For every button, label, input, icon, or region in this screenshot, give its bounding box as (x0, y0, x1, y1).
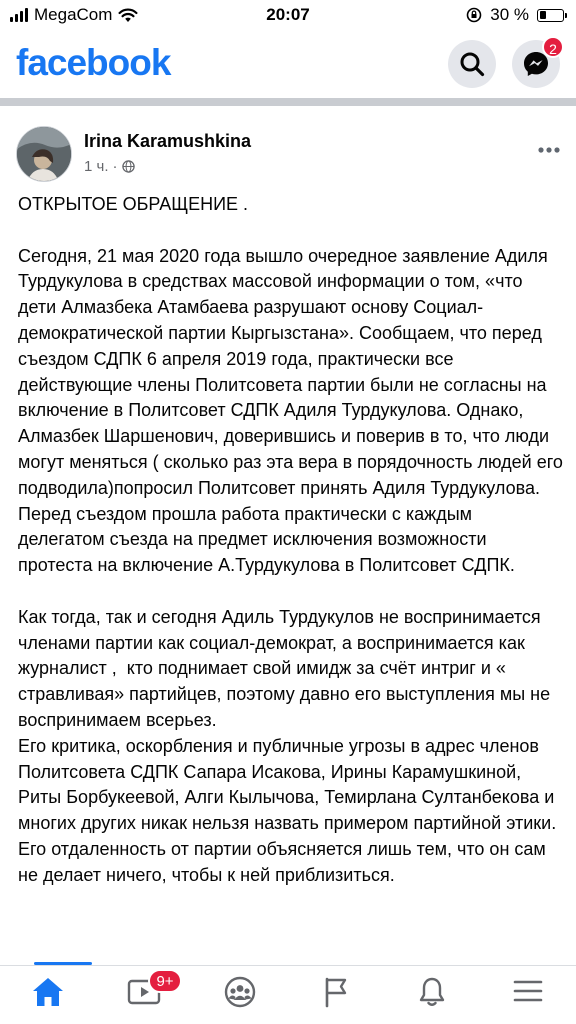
battery-level (540, 11, 547, 19)
tab-menu[interactable] (480, 966, 576, 1024)
more-options-icon (538, 147, 560, 153)
bottom-tab-bar (0, 965, 576, 1024)
tab-groups[interactable] (192, 966, 288, 1024)
tab-notifications[interactable] (384, 966, 480, 1024)
globe-icon (122, 160, 135, 173)
watch-badge: 9+ (148, 969, 182, 993)
clock: 20:07 (266, 5, 310, 24)
status-bar-right (466, 5, 564, 25)
search-icon (459, 51, 485, 77)
post-meta (84, 158, 135, 175)
messenger-button[interactable] (512, 40, 560, 88)
facebook-logo[interactable]: facebook (16, 42, 171, 83)
tab-home[interactable] (0, 966, 96, 1024)
orientation-lock-icon (466, 7, 482, 23)
author-avatar[interactable] (16, 126, 72, 182)
post-paragraph: Сегодня, 21 мая 2020 года вышло очередное заявление Адиля Турдукулова в средствах массовой информации о том, «что дети Алмазбека Атамбаева разрушают основу Социал-демократической партии Кыргызстана». Сообщаем, что перед съездом СДПК 6 апреля 2019 года, практически все действующие члены Политсовета партии были не согласны на включение в Политсовет СДПК Адиля Турдукулова. Однако, Алмазбек Шаршенович, доверившись и поверив в то, что люди могут меняться ( сколько раз эта вера в порядочность людей его подводила)попросил Политсовет принять Адиля Турдукулова. Перед съездом прошла работа практически с каждым делегатом съезда на предмет исключения возможности протеста на включение А.Турдукулова в Политсовет СДПК. (18, 245, 568, 576)
messenger-unread-badge: 2 (542, 36, 564, 58)
avatar-photo (17, 127, 72, 182)
app-header (0, 30, 576, 98)
status-bar (0, 0, 576, 30)
post-paragraph: Как тогда, так и сегодня Адиль Турдукулов не воспринимается членами партии как социал-демократ, а воспринимается как журналист , кто поднимает свой имидж за счёт интриг и « стравливая» партийцев, поэтому давно его выступления мы не воспринимаем всерьез. (18, 606, 566, 730)
battery-percent: 30 % (490, 5, 529, 24)
notifications-bell-icon (417, 976, 447, 1008)
post-timestamp[interactable]: 1 ч. (84, 158, 109, 175)
battery-icon (537, 9, 564, 22)
tab-watch[interactable] (96, 966, 192, 1024)
home-icon (31, 976, 65, 1008)
meta-separator: · (112, 158, 118, 175)
post-paragraph: Его отдаленность от партии объясняется лишь тем, что он сам не делает ничего, чтобы к ней приблизиться. (18, 838, 551, 885)
post-body-text (18, 192, 568, 889)
post-paragraph: Его критика, оскорбления и публичные угрозы в адрес членов Политсовета СДПК Сапара Исакова, Ирины Карамушкиной, Риты Борбукеевой, Алги Кылычова, Темирлана Султанбекова и многих других никак нельзя назвать примером партийной этики. (18, 735, 560, 834)
menu-icon (512, 976, 544, 1006)
post-author-name[interactable]: Irina Karamushkina (84, 131, 252, 151)
post-paragraph-heading: ОТКРЫТОЕ ОБРАЩЕНИЕ . (18, 194, 249, 214)
post-more-options-button[interactable] (538, 136, 560, 159)
carrier-name: MegaCom (34, 5, 113, 24)
pages-flag-icon (321, 976, 351, 1008)
tab-pages[interactable] (288, 966, 384, 1024)
header-divider (0, 98, 576, 106)
search-button[interactable] (448, 40, 496, 88)
groups-icon (223, 976, 257, 1008)
